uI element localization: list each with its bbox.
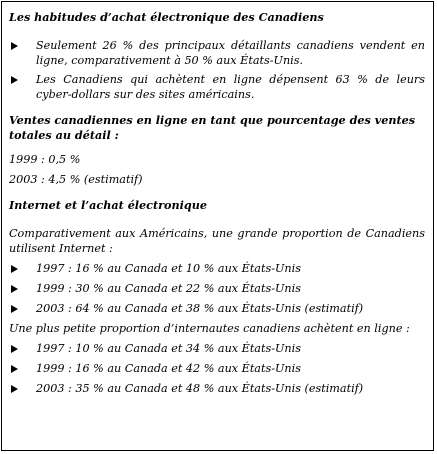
bullet-arrow-icon bbox=[11, 365, 18, 373]
bullet-arrow-icon bbox=[11, 305, 18, 313]
document-frame bbox=[1, 1, 434, 451]
bullet-arrow-icon bbox=[11, 345, 18, 353]
paragraph: Une plus petite proportion d’internautes canadiens achètent en ligne : bbox=[9, 322, 410, 335]
section-title: Internet et l’achat électronique bbox=[9, 198, 207, 212]
bullet-arrow-icon bbox=[11, 76, 18, 84]
list-item: Seulement 26 % des principaux détaillants canadiens vendent en ligne, comparativement à 50 % aux États-Unis. bbox=[9, 38, 425, 68]
bullet-arrow-icon bbox=[11, 285, 18, 293]
bullet-list bbox=[9, 341, 425, 396]
section-title: Ventes canadiennes en ligne en tant que pourcentage des ventes totales au détail : bbox=[9, 113, 416, 142]
bullet-arrow-icon bbox=[11, 385, 18, 393]
paragraph: Comparativement aux Américains, une grande proportion de Canadiens utilisent Internet : bbox=[9, 227, 425, 255]
bullet-list bbox=[9, 38, 425, 102]
stat-line: 2003 : 4,5 % (estimatif) bbox=[9, 173, 143, 186]
stat-line: 1999 : 0,5 % bbox=[9, 153, 81, 166]
list-item: 1999 : 16 % au Canada et 42 % aux États-Unis bbox=[9, 361, 425, 376]
list-item: Les Canadiens qui achètent en ligne dépensent 63 % de leurs cyber-dollars sur des sites américains. bbox=[9, 72, 425, 102]
bullet-arrow-icon bbox=[11, 265, 18, 273]
bullet-arrow-icon bbox=[11, 42, 18, 50]
list-item: 1997 : 10 % au Canada et 34 % aux États-Unis bbox=[9, 341, 425, 356]
list-item: 1999 : 30 % au Canada et 22 % aux États-Unis bbox=[9, 281, 425, 296]
list-item: 2003 : 35 % au Canada et 48 % aux États-Unis (estimatif) bbox=[9, 381, 425, 396]
list-item: 1997 : 16 % au Canada et 10 % aux États-Unis bbox=[9, 261, 425, 276]
list-item: 2003 : 64 % au Canada et 38 % aux États-Unis (estimatif) bbox=[9, 301, 425, 316]
bullet-list bbox=[9, 261, 425, 316]
section-title: Les habitudes d’achat électronique des Canadiens bbox=[9, 10, 324, 24]
